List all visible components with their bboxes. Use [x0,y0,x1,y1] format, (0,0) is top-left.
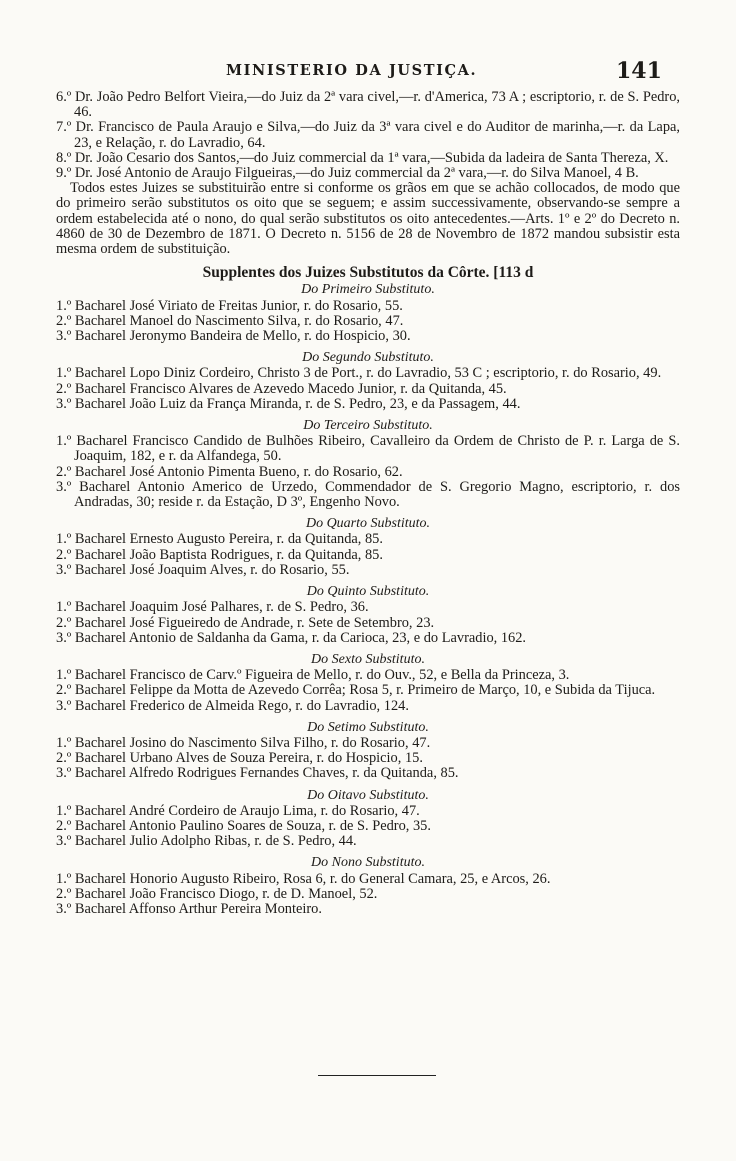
list-item: 1.º Bacharel Lopo Diniz Cordeiro, Christo 3 de Port., r. do Lavradio, 53 C ; escriptorio, r. do Rosario, 49. [56,365,662,382]
list-item: 3.º Bacharel José Joaquim Alves, r. do Rosario, 55. [56,561,350,578]
group-quinto [56,584,680,646]
list-item: 1.º Bacharel Francisco de Carv.º Figueira de Mello, r. do Ouv., 52, e Bella da Princeza, 3. [56,667,570,684]
list-item: 1.º Bacharel André Cordeiro de Araujo Lima, r. do Rosario, 47. [56,802,420,819]
list-item: 2.º Bacharel Felippe da Motta de Azevedo Corrêa; Rosa 5, r. Primeiro de Março, 10, e Subida da Tijuca. [56,682,656,699]
list-item: 1.º Bacharel Honorio Augusto Ribeiro, Rosa 6, r. do General Camara, 25, e Arcos, 26. [56,870,551,887]
substitution-paragraph: Todos estes Juizes se substituirão entre si conforme os grãos em que se achão collocados, de modo que do primeiro serão substitutos os oito que se seguem; e assim successivamente, observando-se sempre a ordem estabelecida até o nono, do qual serão substitutos os oito antecedentes.—Arts. 1º e 2º do Decreto n. 4860 de 30 de Dezembro de 1871. O Decreto n. 5156 de 28 de Novembro de 1872 mandou subsistir esta mesma ordem de substituição. [56,180,680,258]
group-segundo [56,350,680,412]
group-nono [56,855,680,917]
list-item: 3.º Bacharel Jeronymo Bandeira de Mello, r. do Hospicio, 30. [56,328,411,345]
list-item: 2.º Bacharel Antonio Paulino Soares de Souza, r. de S. Pedro, 35. [56,817,431,834]
group-title: Do Nono Substituto. [311,855,425,871]
list-item: 3.º Bacharel Frederico de Almeida Rego, r. do Lavradio, 124. [56,697,409,714]
list-item: 1.º Bacharel José Viriato de Freitas Junior, r. do Rosario, 55. [56,297,403,314]
list-item: 2.º Bacharel Manoel do Nascimento Silva, r. do Rosario, 47. [56,312,404,329]
list-item: 3.º Bacharel Affonso Arthur Pereira Monteiro. [56,900,322,917]
list-item: 1.º Bacharel Francisco Candido de Bulhões Ribeiro, Cavalleiro da Ordem de Christo de P. r. Larga de S. Joaquim, 182, e r. da Alfandega, 50. [56,433,680,465]
group-title: Do Primeiro Substituto. [301,282,435,298]
list-item: 2.º Bacharel Urbano Alves de Souza Pereira, r. do Hospicio, 15. [56,750,423,767]
page-body [56,90,680,917]
group-title: Do Segundo Substituto. [302,350,434,366]
list-item: 2.º Bacharel Francisco Alvares de Azevedo Macedo Junior, r. da Quitanda, 45. [56,380,507,397]
group-title: Do Quarto Substituto. [305,516,431,532]
list-item: 2.º Bacharel José Figueiredo de Andrade, r. Sete de Setembro, 23. [56,614,435,631]
list-item: 1.º Bacharel Joaquim José Palhares, r. de S. Pedro, 36. [56,599,369,616]
list-item: 3.º Bacharel Alfredo Rodrigues Fernandes Chaves, r. da Quitanda, 85. [56,765,459,782]
list-item: 3.º Bacharel Antonio de Saldanha da Gama, r. da Carioca, 23, e do Lavradio, 162. [56,629,527,646]
group-title: Do Terceiro Substituto. [303,418,433,434]
list-item: 6.º Dr. João Pedro Belfort Vieira,—do Juiz da 2ª vara civel,—r. d'America, 73 A ; escriptorio, r. de S. Pedro, 46. [56,89,680,121]
group-oitavo [56,788,680,850]
group-title: Do Quinto Substituto. [306,584,430,600]
group-setimo [56,720,680,782]
group-primeiro [56,282,680,344]
group-title: Do Sexto Substituto. [311,651,425,667]
list-item: 7.º Dr. Francisco de Paula Araujo e Silva,—do Juiz da 3ª vara civel e do Auditor de marinha,—r. da Lapa, 23, e Relação, r. do Lavradio, 64. [56,119,680,151]
intro-list [56,90,680,181]
list-item: 2.º Bacharel João Baptista Rodrigues, r. da Quitanda, 85. [56,546,383,563]
list-item: 2.º Bacharel João Francisco Diogo, r. de D. Manoel, 52. [56,885,378,902]
list-item: 3.º Bacharel Antonio Americo de Urzedo, Commendador de S. Gregorio Magno, escriptorio, r. dos Andradas, 30; reside r. da Estação, D 3º, Engenho Novo. [56,478,680,511]
list-item: 9.º Dr. José Antonio de Araujo Filgueiras,—do Juiz commercial da 2ª vara,—r. do Silva Manoel, 4 B. [56,165,639,182]
list-item: 3.º Bacharel Julio Adolpho Ribas, r. de S. Pedro, 44. [56,833,357,850]
page-header [0,60,736,86]
list-item: 1.º Bacharel Josino do Nascimento Silva Filho, r. do Rosario, 47. [56,734,431,751]
group-terceiro [56,418,680,510]
group-title: Do Setimo Substituto. [307,719,429,735]
group-sexto [56,652,680,714]
group-quarto [56,516,680,578]
list-item: 8.º Dr. João Cesario dos Santos,—do Juiz commercial da 1ª vara,—Subida da ladeira de Santa Thereza, X. [56,149,669,166]
group-title: Do Oitavo Substituto. [307,787,429,803]
running-title: MINISTERIO DA JUSTIÇA. [226,62,478,79]
list-item: 1.º Bacharel Ernesto Augusto Pereira, r. da Quitanda, 85. [56,531,383,548]
section-title: Supplentes dos Juizes Substitutos da Côrte. [113 d [202,264,534,282]
list-item: 2.º Bacharel José Antonio Pimenta Bueno, r. do Rosario, 62. [56,463,403,480]
closing-rule [318,1075,436,1076]
page-number: 141 [616,58,662,84]
list-item: 3.º Bacharel João Luiz da França Miranda, r. de S. Pedro, 23, e da Passagem, 44. [56,395,521,412]
